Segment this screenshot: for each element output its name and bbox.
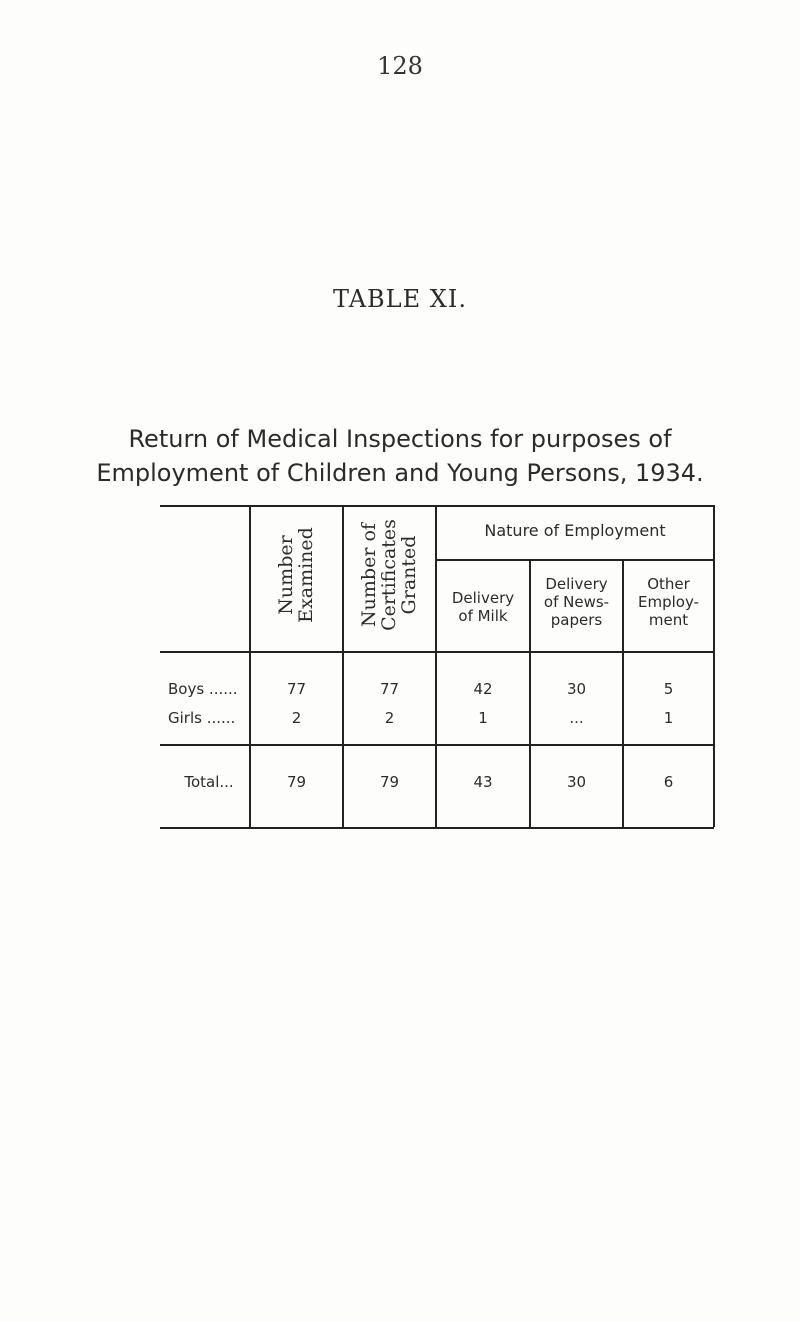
row-label: Boys ...... [168, 680, 238, 698]
total-separator-rule [160, 744, 714, 746]
header-delivery-milk: Delivery of Milk [451, 589, 515, 625]
row-label: Total... [184, 773, 234, 791]
header-delivery-newspapers: Delivery of News- papers [543, 575, 610, 629]
header-nature-of-employment: Nature of Employment [484, 521, 666, 540]
table-top-rule [160, 505, 714, 507]
row-label: Girls ...... [168, 709, 236, 727]
cell-newspapers: 30 [566, 773, 587, 791]
nature-subheader-rule [436, 559, 714, 561]
cell-examined: 79 [286, 773, 307, 791]
cell-granted: 2 [384, 709, 395, 727]
cell-examined: 2 [291, 709, 302, 727]
cell-newspapers: 30 [566, 680, 587, 698]
subtitle-line-1: Return of Medical Inspections for purposes of [128, 425, 672, 453]
cell-other: 1 [663, 709, 674, 727]
cell-examined: 77 [286, 680, 307, 698]
subtitle-line-2: Employment of Children and Young Persons, 1934. [96, 459, 704, 487]
header-other-employment: Other Employ- ment [638, 575, 699, 629]
page-number: 128 [377, 52, 423, 80]
cell-milk: 1 [478, 709, 488, 727]
table-bottom-rule [160, 827, 714, 829]
cell-other: 5 [663, 680, 674, 698]
header-certificates-granted: Number of Certificates Granted [358, 519, 420, 631]
cell-newspapers: ... [569, 709, 584, 727]
header-number-examined: Number Examined [275, 527, 317, 623]
header-bottom-rule [160, 651, 714, 653]
cell-other: 6 [663, 773, 674, 791]
cell-granted: 77 [379, 680, 400, 698]
table-subtitle [0, 422, 800, 490]
cell-granted: 79 [379, 773, 400, 791]
cell-milk: 42 [473, 680, 493, 698]
table-title: TABLE XI. [333, 285, 467, 313]
cell-milk: 43 [473, 773, 493, 791]
